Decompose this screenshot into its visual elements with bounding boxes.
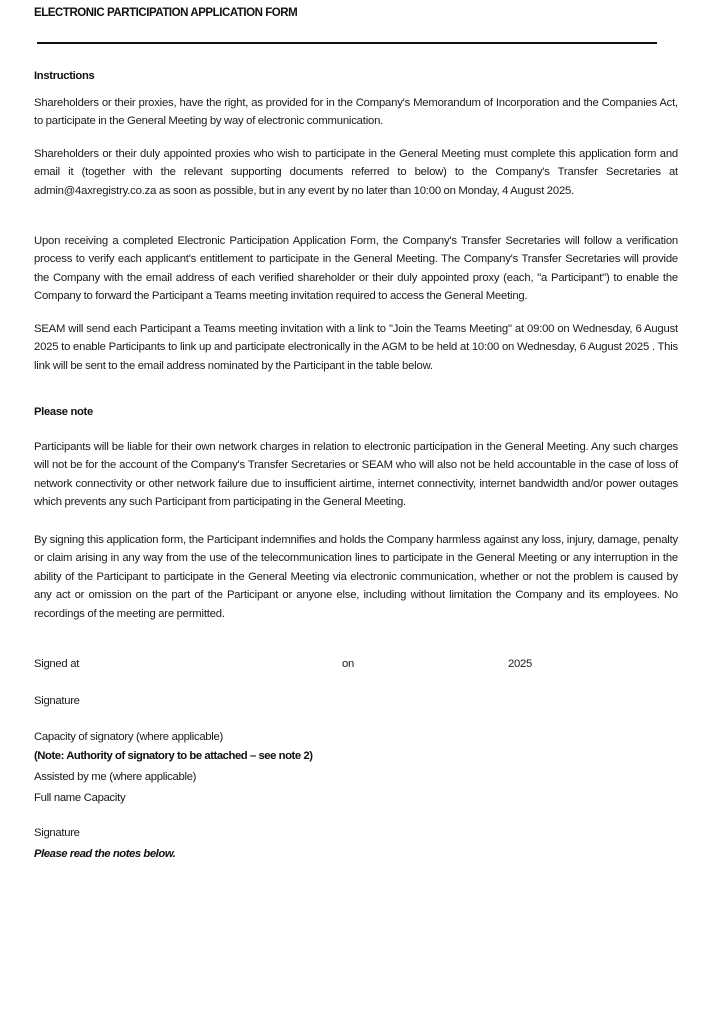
- signature-2-label: Signature: [34, 827, 80, 839]
- instructions-paragraph-1: Shareholders or their proxies, have the right, as provided for in the Company's Memorandum of Incorporation and the Companies Act, to participate in the General Meeting by way of electronic communication.: [34, 97, 678, 128]
- please-note-heading: Please note: [34, 406, 93, 418]
- year-label: 2025: [508, 658, 532, 670]
- document-title: ELECTRONIC PARTICIPATION APPLICATION FORM: [34, 7, 298, 19]
- please-note-paragraph-2: By signing this application form, the Participant indemnifies and holds the Company harmless against any loss, injury, damage, penalty or claim arising in any way from the use of the telecommunication lines to participate in the General Meeting or any interruption in the ability of the Participant to participate in the General Meeting via electronic communication, whether or not the problem is caused by any act or omission on the part of the Participant or anyone else, including without limitation the Company and its employees. No recordings of the meeting are permitted.: [34, 534, 678, 620]
- authority-note: (Note: Authority of signatory to be attached – see note 2): [34, 750, 313, 762]
- instructions-paragraph-2: Shareholders or their duly appointed proxies who wish to participate in the General Meeting must complete this application form and email it (together with the relevant supporting documents referred to below) to the Company's Transfer Secretaries at admin@4axregistry.co.za as soon as possible, but in any event by no later than 10:00 on Monday, 4 August 2025.: [34, 148, 678, 197]
- signature-label: Signature: [34, 695, 80, 707]
- please-note-paragraph-1: Participants will be liable for their own network charges in relation to electronic participation in the General Meeting. Any such charges will not be for the account of the Company's Transfer Secretaries or SEAM who will also not be held accountable in the case of loss of network connectivity or other network failure due to insufficient airtime, internet connectivity, internet bandwidth and/or power outages which prevents any such Participant from participating in the General Meeting.: [34, 441, 678, 509]
- signed-at-label: Signed at: [34, 658, 80, 670]
- instructions-paragraph-4: SEAM will send each Participant a Teams meeting invitation with a link to "Join the Teams Meeting" at 09:00 on Wednesday, 6 August 2025 to enable Participants to link up and participate electronically in the AGM to be held at 10:00 on Wednesday, 6 August 2025 . This link will be sent to the email address nominated by the Participant in the table below.: [34, 323, 678, 372]
- instructions-paragraph-3: Upon receiving a completed Electronic Participation Application Form, the Company's Transfer Secretaries will follow a verification process to verify each applicant's entitlement to participate in the General Meeting. The Company's Transfer Secretaries will provide the Company with the email address of each verified shareholder or their duly appointed proxy (each, "a Participant") to enable the Company to forward the Participant a Teams meeting invitation required to access the General Meeting.: [34, 235, 678, 303]
- on-label: on: [342, 658, 354, 670]
- assisted-label: Assisted by me (where applicable): [34, 771, 197, 783]
- full-name-capacity-label: Full name Capacity: [34, 792, 126, 804]
- read-notes-text: Please read the notes below.: [34, 848, 176, 860]
- capacity-label: Capacity of signatory (where applicable): [34, 731, 223, 743]
- title-divider: [37, 42, 657, 44]
- instructions-heading: Instructions: [34, 70, 95, 82]
